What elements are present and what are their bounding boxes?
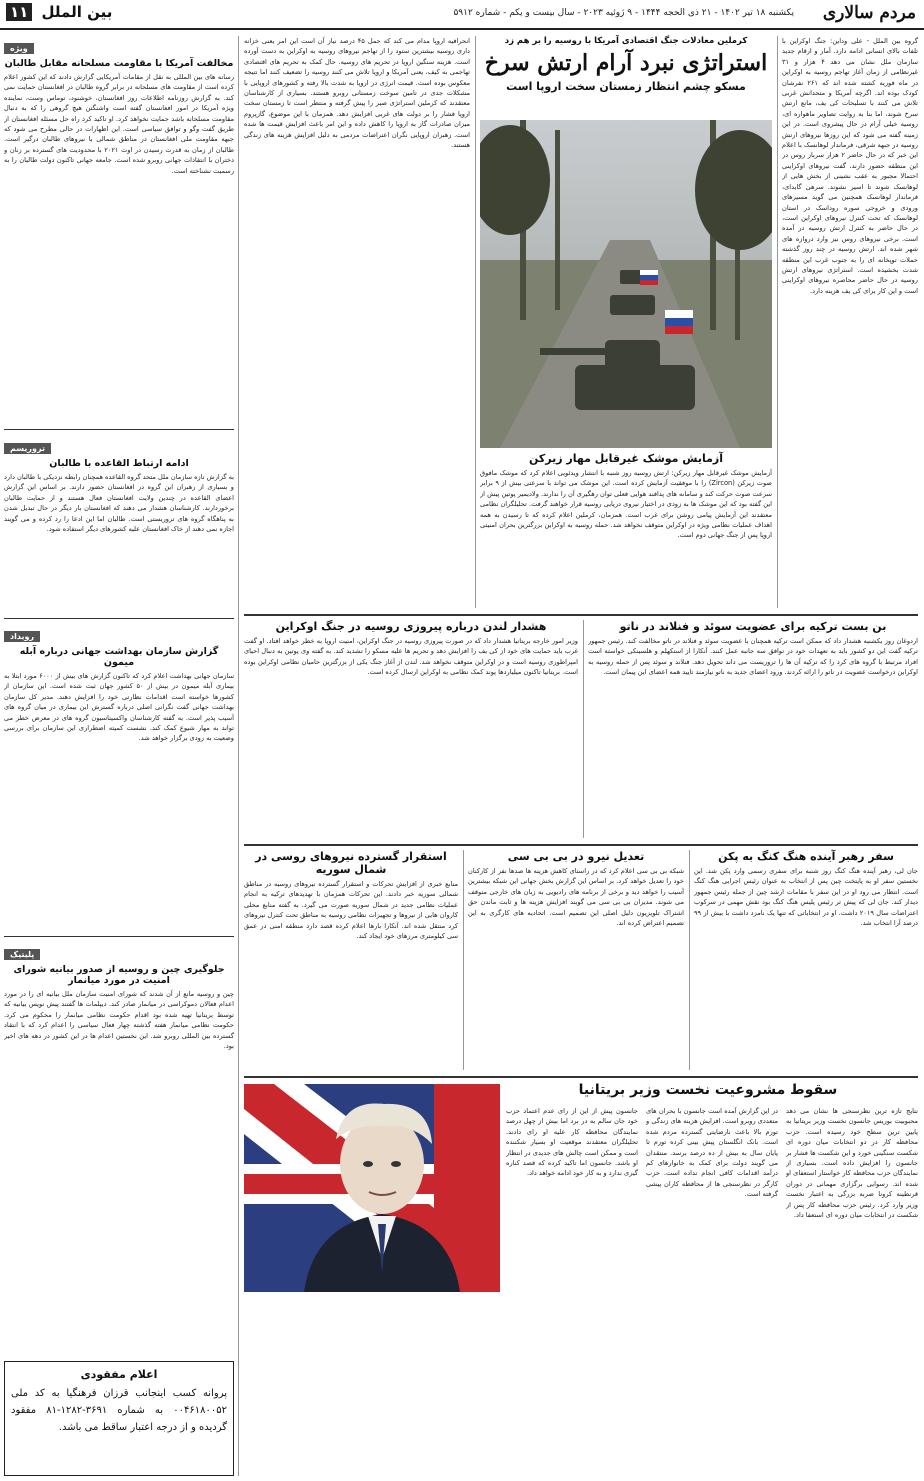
story-title: مخالفت آمریکا با مقاومت مسلحانه مقابل طالبان <box>4 58 234 69</box>
row2-story-london <box>244 620 578 838</box>
notice-title: اعلام مفقودی <box>80 1368 158 1381</box>
boris-col-middle: در این گزارش آمده است جانسون با بحران های متعددی روبرو است. افزایش هزینه های زندگی و تورم بالا باعث نارضایتی گسترده مردم شده است. بانک انگلستان پیش بینی کرده تورم تا پایان سال به بیش از ده درصد برسد. منتقدان می گویند دولت برای کمک به خانوارهای کم درآمد اقدامات کافی انجام نداده است. حزب کارگر در نظرسنجی ها از محافظه کاران پیشی گرفته است. <box>646 1107 778 1199</box>
story-title: استقرار گسترده نیروهای روسی در شمال سوریه <box>255 850 447 876</box>
boris-col-right: نتایج تازه ترین نظرسنجی ها نشان می دهد محبوبیت بوریس جانسون نخست وزیر بریتانیا به پایین ترین سطح خود رسیده است. حزب محافظه کار در دو انتخابات میان دوره ای شکست سنگینی خورد و این شکست ها فشار بر جانسون را افزایش داده است. بسیاری از نمایندگان حزب محافظه کار خواستار استعفای او شده اند. رسوایی برگزاری مهمانی در دوران قرنطینه کرونا ضربه بزرگی به اعتبار نخست وزیر وارد کرد. رئیس حزب محافظه کار پس از شکست در انتخابات میان دوره ای استعفا داد. <box>786 1107 918 1220</box>
section-name: بین الملل <box>41 3 113 21</box>
missile-title: آزمایش موشک غیرقابل مهار زیرکن <box>528 452 724 465</box>
tank-convoy-image <box>480 120 772 448</box>
sidebar <box>4 36 234 1481</box>
lead-subhead: مسکو چشم انتظار زمستان سخت اروپا است <box>506 80 746 93</box>
boris-title: سقوط مشروعیت نخست وزیر بریتانیا <box>578 1082 838 1098</box>
johnson-portrait-photo <box>244 1084 500 1292</box>
story-title: ادامه ارتباط القاعده با طالبان <box>49 458 189 469</box>
page-number: ۱۱ <box>6 3 32 21</box>
story-body: چین و روسیه مانع از آن شدند که شورای امنیت سازمان ملل بیانیه ای را در مورد اعدام فعالان دموکراسی در میانمار صادر کند. دیپلمات ها گفتند پیش نویس بیانیه که توسط بریتانیا تهیه شده بود اقدام حکومت نظامی میانمار را محکوم می کرد. حکومت نظامی میانمار هفته گذشته چهار فعال سیاسی را اعدام کرد که با انتقاد گسترده بین المللی روبرو شد. این نخستین اعدام ها در این کشور در دهه های اخیر بود. <box>4 990 234 1051</box>
sidebar-story-4 <box>4 942 234 1354</box>
lead-kicker: کرملین معادلات جنگ اقتصادی آمریکا با روسیه را بر هم زد <box>504 36 748 46</box>
story-body: شبکه بی بی سی اعلام کرد که در راستای کاهش هزینه ها صدها نفر از کارکنان خود را تعدیل خواهد کرد. بر اساس این گزارش بخش جهانی این شبکه بیشترین آسیب را خواهد دید و برخی از برنامه های رادیویی به زبان های خارجی متوقف می شوند. مدیران بی بی سی می گویند افزایش هزینه ها و ثابت ماندن حق اشتراک تلویزیون دلیل اصلی این تصمیم است. اتحادیه های کارگری به این تصمیم اعتراض کرده اند. <box>468 867 684 928</box>
lead-col-middle: انحرافیه اروپا مدام می کند که حمل ۴۵ درصد نیاز آن است این امر یعنی خزانه داری روسیه بیشترین ستود را از تهاجم نیروهای روسیه به اوکراین به دست آورده است. هزینه سنگین اروپا در تحریم های روسیه. حال کمک به تحریم های اقتصادی تهاجمی به کیف، یعنی آمریکا و اروپا تلاش می کنند روسیه را تضعیف کنند اما نتیجه معکوس بوده است. قیمت انرژی در اروپا به شدت بالا رفته و کشورهای اروپایی با مشکلات جدی در تامین سوخت زمستانی روبرو هستند. بسیاری از کارشناسان معتقدند که کرملین استراتژی صبر را پیش گرفته و منتظر است تا زمستان سخت اروپا فشار را بر دولت های غربی افزایش دهد. همزمان با این موضوع، گازپروم میزان صادرات گاز به اروپا را کاهش داده و این امر باعث افزایش قیمت ها شده است. رهبران اروپایی نگران اعتراضات مردمی به دلیل افزایش هزینه های زندگی هستند. <box>244 37 470 150</box>
story-title: بن بست ترکیه برای عضویت سوئد و فنلاند در ناتو <box>619 620 887 633</box>
lead-col-right: گروه بین الملل - علی وداین: جنگ اوکراین با تلفات بالای انسانی ادامه دارد. آمار و ارقام جدید سازمان ملل نشان می دهد ۴ هزار و ۳۱ غیرنظامی از زمان آغاز تهاجم روسیه به اوکراین در ماه فوریه کشته شده اند که ۲۶۱ نفرشان کودک بوده اند. اگرچه آمریکا و متحدانش غربی تلاش می کنند با تسلیحات کی یف، مانع ارتش سرخ شوند، اما بنا به روایت تصاویر ماهواره ای، روسیه خیلی آرام در حال پیشروی است. در این زمینه گفته می شود که این روزها نیروهای ارتش روسیه در جبهه شرقی، فرماندار لوهانسک با اعلام این خبر که در حال حاضر ۲ هزار سرباز روس در این منطقه حضور دارند، گفت نیروهای اوکراینی احتمالا مجبور به عقب نشینی از بخش هایی از لوهانسک شوند تا اسیر نشوند. سرهی گایدای، فرماندار لوهانسک همچنین می گوید مسیرهای ورودی و خروجی سوره روداسک در استان لوهانسک که تحت کنترل نیروهای اوکراین است، در حال حاضر به کنترل ارتش روسیه در آمده است. برخی نیروهای روس نیز وارد دروازه های شهر شده اند. ارتش روسیه در چند روز گذشته حملات توپخانه ای را به جنوب غرب این منطقه شدت بخشیده است. استراتژی نیروهای ارتش روسیه در حال حاضر محاصره نیروهای اوکراینی است و این کار برای کی یف هزینه دارد. <box>782 37 918 295</box>
boris-story <box>244 1082 918 1476</box>
story-body: اردوغان روز یکشنبه هشدار داد که ممکن است ترکیه همچنان با عضویت سوئد و فنلاند در ناتو مخالفت کند. رئیس جمهور ترکیه گفت این دو کشور باید به تعهدات خود در توافق سه جانبه عمل کنند. آنکارا از استکهلم و هلسینکی خواسته است افراد مرتبط با گروه های کرد را که ترکیه آن ها را تروریست می داند تحویل دهد. فنلاند و سوئد پس از حمله روسیه به اوکراین درخواست عضویت در ناتو را ارائه کردند. ورود اعضای جدید به ناتو نیازمند تایید همه اعضای این پیمان است. <box>588 637 918 677</box>
story-body: جان لی، رهبر آینده هنگ کنگ روز شنبه برای سفری رسمی وارد پکن شد. این نخستین سفر او به پایتخت چین پس از انتخاب به عنوان رئیس اجرایی هنگ کنگ است. انتظار می رود او در این سفر با مقامات ارشد چین از جمله رئیس جمهور دیدار کند. جان لی که پیش تر رئیس پلیس هنگ کنگ بود نقش مهمی در سرکوب اعتراضات سال ۲۰۱۹ داشت. او در انتخاباتی که تنها یک نامزد داشت با بیش از ۹۹ درصد آرا انتخاب شد. <box>694 867 918 928</box>
story-body: منابع خبری از افزایش تحرکات و استقرار گسترده نیروهای روسیه در مناطق شمالی سوریه خبر دادند. این تحرکات همزمان با تهدیدهای ترکیه به انجام عملیات نظامی جدید در شمال سوریه صورت می گیرد. به گفته منابع محلی کاروان هایی از نیروها و تجهیزات نظامی روسیه به مناطق تحت کنترل نیروهای کرد منتقل شده اند. آنکارا بارها اعلام کرده قصد دارد منطقه امنی در عمق سی کیلومتری مرزهای خود ایجاد کند. <box>244 880 458 941</box>
story-title: هشدار لندن درباره پیروزی روسیه در جنگ اوکراین <box>275 620 547 633</box>
sidebar-story-1 <box>4 36 234 412</box>
story-title: جلوگیری چین و روسیه از صدور بیانیه شورای امنیت در مورد میانمار <box>13 964 225 986</box>
lead-headline-block <box>480 36 772 93</box>
row3-story-syria <box>244 850 458 1070</box>
story-tag: رویداد <box>4 631 40 642</box>
story-body: رسانه های بین المللی به نقل از مقامات آمریکایی گزارش دادند که این کشور اعلام کرده است از مقاومت های مسلحانه در برابر گروه طالبان در افغانستان حمایت نمی کند. به گزارش روزنامه اطلاعات روز افغانستان، خوشنود، توماس وست، نماینده ویژه آمریکا در امور افغانستان گفته است واشنگتن هیچ گروهی را که به دنبال مقاومت مسلحانه باشد حمایت نخواهد کرد. او تاکید کرد راه حل مسئله افغانستان از طریق گفت وگو و توافق سیاسی است. این اظهارات در حالی مطرح می شود که جبهه مقاومت ملی افغانستان در مناطق شمالی با نیروهای طالبان درگیر است. طالبان از زمان به قدرت رسیدن در اوت ۲۰۲۱ با محدودیت های گسترده بر زنان و دختران با انتقادات جهانی روبرو شده است. جامعه جهانی تاکنون دولت طالبان را به رسمیت نشناخته است. <box>4 73 234 175</box>
lead-col-left: آزمایش موشک غیرقابل مهار زیرکن: ارتش روسیه روز شنبه با انتشار ویدئویی اعلام کرد که موشک مافوق صوت زیرکن (Zircon) را با موفقیت آزمایش کرده است. این موشک می تواند با سرعتی بیش از ۹ برابر سرعت صوت حرکت کند و سامانه های پدافند هوایی فعلی توان رهگیری آن را ندارند. ولادیمیر پوتین پیش از این گفته بود که این موشک ها به زودی در اختیار نیروی دریایی روسیه قرار خواهند گرفت. تحلیلگران نظامی معتقدند این آزمایش پیامی روشن برای غرب است. همزمان، کرملین اعلام کرده که تا رسیدن به همه اهداف عملیات نظامی ویژه در اوکراین متوقف نخواهد شد. حمله روسیه به اوکراین بزرگترین بحران امنیتی اروپا پس از جنگ جهانی دوم است. <box>480 469 772 540</box>
story-title: سفر رهبر آینده هنگ کنگ به پکن <box>718 850 894 863</box>
row3-story-hongkong <box>694 850 918 1070</box>
story-body: به گزارش تازه سازمان ملل متحد گروه القاعده همچنان رابطه نزدیکی با طالبان دارد و بسیاری از رهبران این گروه در افغانستان حضور دارند. بر اساس این گزارش اعضای القاعده در چندین ولایت افغانستان فعال هستند و از حمایت طالبان برخوردارند. کارشناسان هشدار می دهند که افغانستان بار دیگر در حال تبدیل شدن به پناهگاه گروه های تروریستی است. طالبان اما این ادعا را رد کرده و می گویند اجازه نمی دهند از خاک افغانستان علیه کشورهای دیگر استفاده شود. <box>4 473 234 534</box>
story-body: وزیر امور خارجه بریتانیا هشدار داد که در صورت پیروزی روسیه در جنگ اوکراین، امنیت اروپا به خطر خواهد افتاد. او گفت غرب باید حمایت های خود از کی یف را افزایش دهد و تحریم ها علیه مسکو را تشدید کند. به گفته وی پوتین به دنبال احیای امپراطوری روسیه است و در اوکراین متوقف نخواهد شد. لندن از آغاز جنگ یکی از بزرگترین حامیان نظامی اوکراین بوده است. بریتانیا تاکنون میلیاردها پوند کمک نظامی به اوکراین ارسال کرده است. <box>244 637 578 677</box>
tank-convoy-photo <box>480 120 772 448</box>
row3-story-bbc <box>468 850 684 1070</box>
sidebar-story-2 <box>4 436 234 622</box>
lead-headline: استراتژی نبرد آرام ارتش سرخ <box>484 50 768 76</box>
boris-col-left: جانسون پیش از این از رای عدم اعتماد حزب خود جان سالم به در برد اما بیش از چهل درصد نمایندگان محافظه کار علیه او رای دادند. تحلیلگران معتقدند موقعیت او بسیار شکننده است و ممکن است چالش های جدیدی در انتظار او باشد. جانسون اما تاکید کرده که قصد کناره گیری ندارد و به کار خود ادامه خواهد داد. <box>506 1107 638 1178</box>
story-title: گزارش سازمان بهداشت جهانی درباره آبله میمون <box>19 646 219 668</box>
sidebar-story-3 <box>4 624 234 953</box>
story-title: تعدیل نیرو در بی بی سی <box>507 850 645 863</box>
story-tag: ویژه <box>4 43 34 54</box>
lost-notice-box <box>4 1361 234 1476</box>
lead-story <box>244 36 918 608</box>
newspaper-logo: مردم سالاری <box>822 3 916 23</box>
page-header <box>0 0 924 30</box>
story-body: سازمان جهانی بهداشت اعلام کرد که تاکنون گزارش های بیش از ۶۰۰۰ مورد ابتلا به بیماری آبله میمون در بیش از ۵۰ کشور جهان ثبت شده است. این سازمان از کشورها خواسته است اقدامات نظارتی خود را افزایش دهند. مدیر کل سازمان بهداشت جهانی گفت نگرانی اصلی درباره گسترش این بیماری در میان گروه های آسیب پذیر است. به گفته کارشناسان واکسیناسیون گروه های در معرض خطر می تواند به مهار شیوع کمک کند. نشست کمیته اضطراری این سازمان برای بررسی وضعیت به زودی برگزار خواهد شد. <box>4 672 234 743</box>
section-title <box>6 3 112 21</box>
notice-body: پروانه کسب اینجانب قرزان فرهنگیا به کد ملی ۰۰۴۶۱۸۰۰۵۲ به شماره ۳۶۹۱-۱۲۸۲-۸۱ مفقود گردیده و از درجه اعتبار ساقط می باشد. <box>11 1388 227 1433</box>
row2-story-turkey <box>588 620 918 838</box>
story-tag: تروریسم <box>4 443 51 454</box>
issue-line: یکشنبه ۱۸ تیر ۱۴۰۲ - ۲۱ ذی الحجه ۱۴۴۴ - ۹ ژوئیه ۲۰۲۳ - سال بیست و یکم - شماره ۵۹۱۲ <box>453 8 794 18</box>
johnson-portrait-image <box>244 1084 500 1292</box>
story-tag: پلیتیک <box>4 949 40 960</box>
